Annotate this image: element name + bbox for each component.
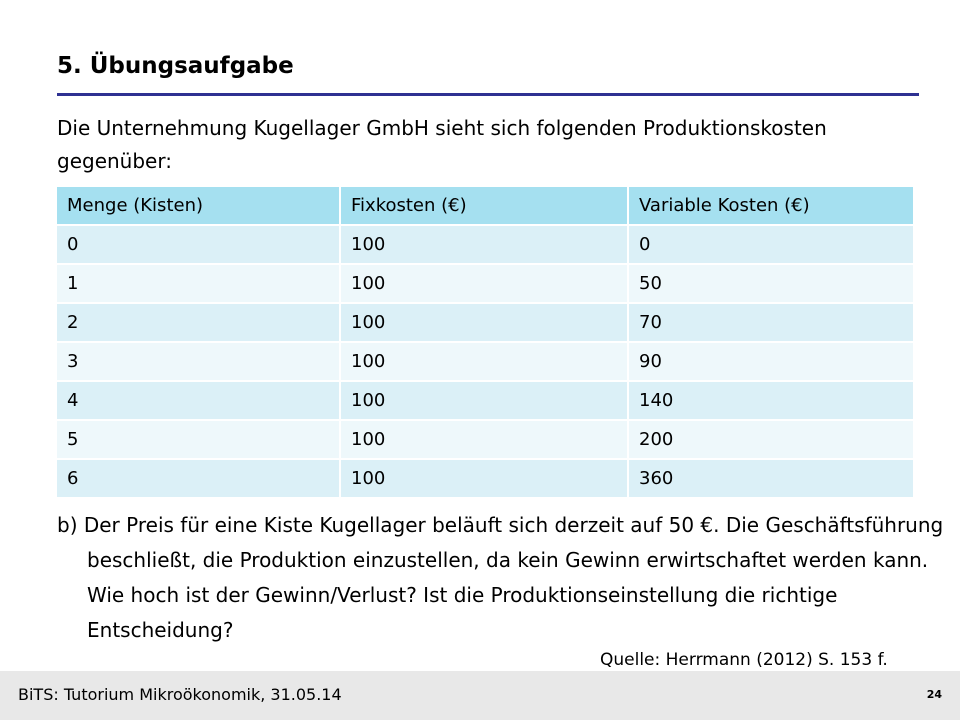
- cell-quantity: 2: [57, 304, 341, 343]
- table-row: [57, 265, 913, 304]
- table-row: [57, 304, 913, 343]
- table-row: [57, 382, 913, 421]
- cell-quantity: 1: [57, 265, 341, 304]
- cell-fixed-costs: 100: [341, 343, 629, 382]
- cell-fixed-costs: 100: [341, 460, 629, 499]
- cell-fixed-costs: 100: [341, 265, 629, 304]
- cell-fixed-costs: 100: [341, 304, 629, 343]
- cell-fixed-costs: 100: [341, 421, 629, 460]
- header-quantity: Menge (Kisten): [57, 187, 341, 226]
- cell-fixed-costs: 100: [341, 226, 629, 265]
- cell-variable-costs: 50: [629, 265, 913, 304]
- cell-quantity: 3: [57, 343, 341, 382]
- cell-variable-costs: 70: [629, 304, 913, 343]
- table-header-row: [57, 187, 913, 226]
- source-citation: Quelle: Herrmann (2012) S. 153 f.: [600, 650, 888, 670]
- title-underline: [57, 93, 919, 96]
- cell-variable-costs: 90: [629, 343, 913, 382]
- question-b: b) Der Preis für eine Kiste Kugellager beläuft sich derzeit auf 50 €. Die Geschäftsführung beschließt, die Produktion einzustellen, da kein Gewinn erwirtschaftet werden kann. Wie hoch ist der Gewinn/Verlust? Ist die Produktionseinstellung die richtige Entscheidung?: [57, 513, 944, 642]
- footer-bar: [0, 671, 960, 720]
- cell-quantity: 0: [57, 226, 341, 265]
- table-row: [57, 460, 913, 499]
- cell-variable-costs: 140: [629, 382, 913, 421]
- cell-variable-costs: 200: [629, 421, 913, 460]
- intro-text: Die Unternehmung Kugellager GmbH sieht sich folgenden Produktionskosten gegenüber:: [57, 116, 827, 173]
- page-number: 24: [926, 688, 942, 701]
- cell-quantity: 6: [57, 460, 341, 499]
- cell-variable-costs: 0: [629, 226, 913, 265]
- table-row: [57, 226, 913, 265]
- slide-title: 5. Übungsaufgabe: [57, 53, 294, 79]
- footer-text: BiTS: Tutorium Mikroökonomik, 31.05.14: [18, 685, 342, 704]
- cell-quantity: 5: [57, 421, 341, 460]
- cell-fixed-costs: 100: [341, 382, 629, 421]
- cell-variable-costs: 360: [629, 460, 913, 499]
- cell-quantity: 4: [57, 382, 341, 421]
- table-row: [57, 343, 913, 382]
- cost-table: [57, 187, 913, 499]
- table-row: [57, 421, 913, 460]
- header-variable-costs: Variable Kosten (€): [629, 187, 913, 226]
- header-fixed-costs: Fixkosten (€): [341, 187, 629, 226]
